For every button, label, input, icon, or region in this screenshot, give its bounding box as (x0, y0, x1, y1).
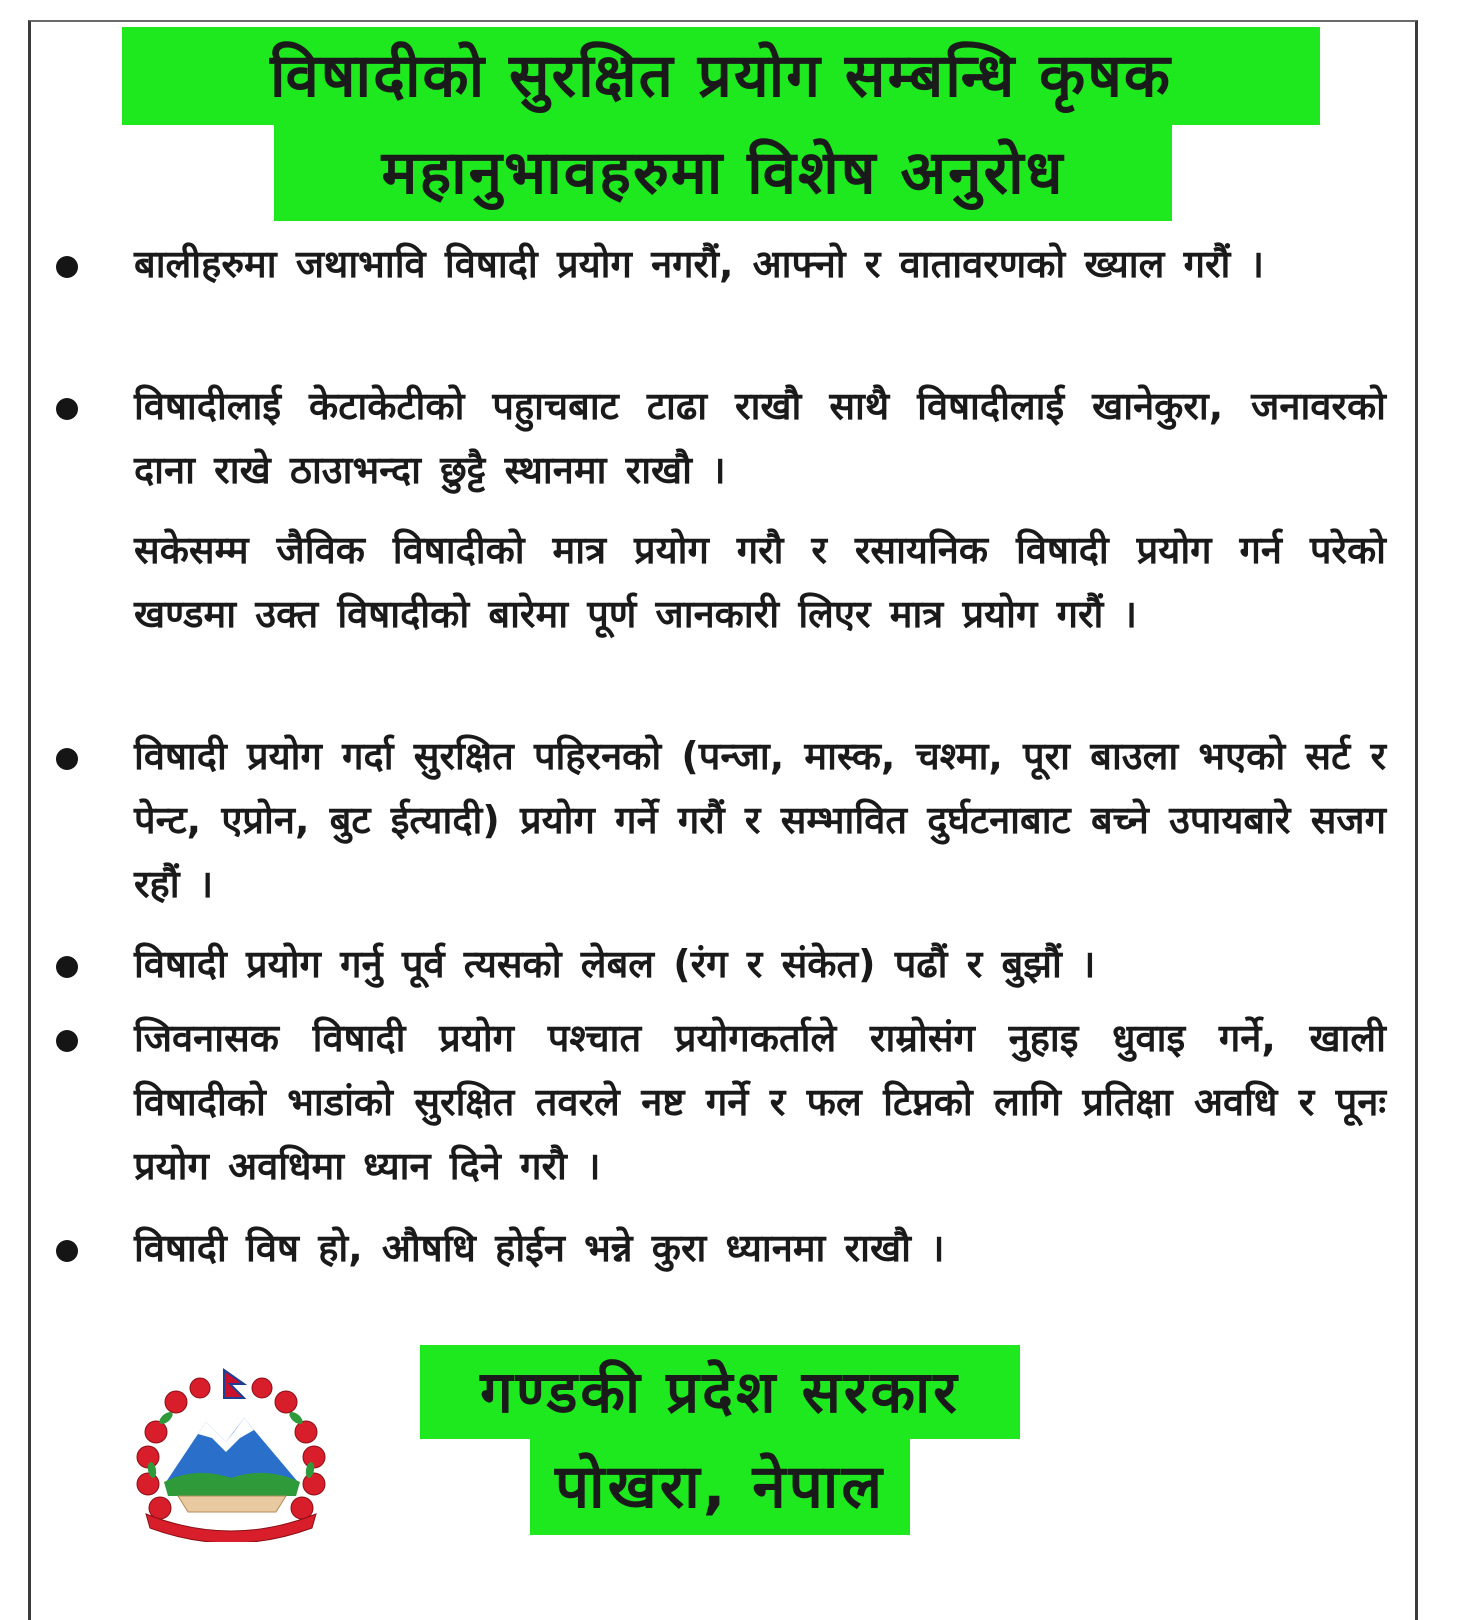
bullet-icon (56, 398, 78, 420)
list-item: जिवनासक विषादी प्रयोग पश्चात प्रयोगकर्ताले राम्रोसंग नुहाइ धुवाइ गर्ने, खाली विषादीको भाडांको सुरक्षित तवरले नष्ट गर्ने र फल टिप्नको लागि प्रतिक्षा अवधि र पूनः प्रयोग अवधिमा ध्यान दिने गरौ । (134, 1016, 1386, 1188)
list-item: विषादी प्रयोग गर्नु पूर्व त्यसको लेबल (रंग र संकेत) पढौं र बुझौं । (134, 942, 1096, 986)
footer-location: पोखरा, नेपाल (530, 1439, 910, 1535)
list-item: सकेसम्म जैविक विषादीको मात्र प्रयोग गरौ र रसायनिक विषादी प्रयोग गर्न परेको खण्डमा उक्त विषादीको बारेमा पूर्ण जानकारी लिएर मात्र प्रयोग गरौं । (134, 528, 1386, 636)
bullet-icon (56, 256, 78, 278)
list-item: विषादी प्रयोग गर्दा सुरक्षित पहिरनको (पन्जा, मास्क, चश्मा, पूरा बाउला भएको सर्ट र पेन्ट, एप्रोन, बुट ईत्यादी) प्रयोग गर्ने गरौं र सम्भावित दुर्घटनाबाट बच्ने उपायबारे सजग रहौं । (134, 734, 1386, 906)
bullet-icon (56, 1240, 78, 1262)
list-item: विषादी विष हो, औषधि होईन भन्ने कुरा ध्यानमा राखौ । (134, 1226, 945, 1270)
footer-government-name: गण्डकी प्रदेश सरकार (420, 1345, 1020, 1439)
bullet-icon (56, 956, 78, 978)
bullet-icon (56, 1030, 78, 1052)
list-item: बालीहरुमा जथाभावि विषादी प्रयोग नगरौं, आफ्नो र वातावरणको ख्याल गरौं । (134, 242, 1265, 286)
nepal-emblem-icon (126, 1362, 336, 1542)
page-title-line-2: महानुभावहरुमा विशेष अनुरोध (274, 125, 1172, 221)
bullet-icon (56, 748, 78, 770)
list-item: विषादीलाई केटाकेटीको पहुाचबाट टाढा राखौ साथै विषादीलाई खानेकुरा, जनावरको दाना राखे ठाउाभन्दा छुट्टै स्थानमा राखौ । (134, 384, 1386, 492)
page-title-line-1: विषादीको सुरक्षित प्रयोग सम्बन्धि कृषक (122, 27, 1320, 125)
